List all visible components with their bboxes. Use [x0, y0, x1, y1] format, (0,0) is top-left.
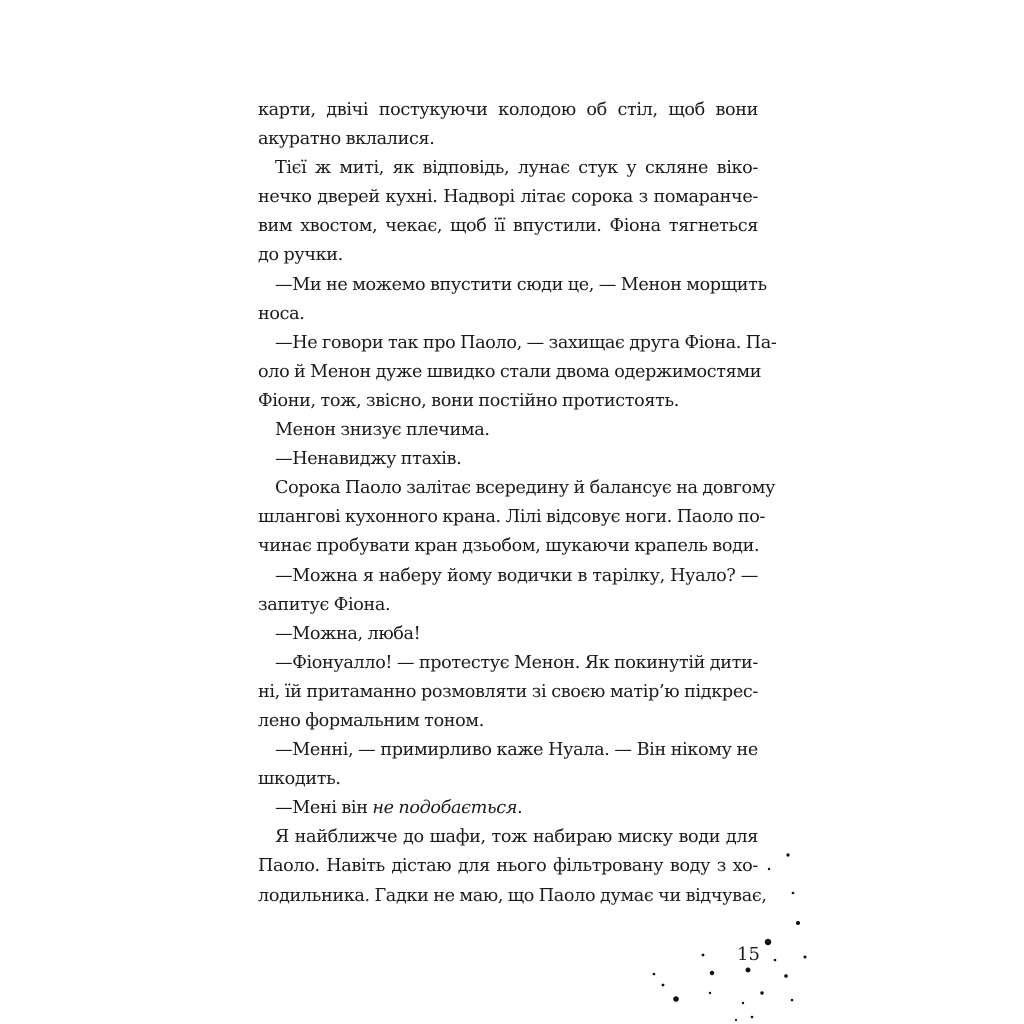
- text-line: Сорока Паоло залітає всередину й балансує на довгому: [275, 478, 776, 499]
- text-line: оло й Менон дуже швидко стали двома одержимостями: [258, 361, 762, 382]
- text-line: —Менні, — примирливо каже Нуала. — Він нікому не: [275, 740, 758, 761]
- text-line: —Ми не можемо впустити сюди це, — Менон морщить: [275, 274, 767, 295]
- text-line: шкодить.: [258, 769, 341, 790]
- star-dot: [765, 939, 771, 945]
- text-line: —Не говори так про Паоло, — захищає друга Фіона. Па-: [275, 332, 777, 353]
- text-line: носа.: [258, 303, 305, 324]
- star-dot: [796, 921, 800, 925]
- star-dot: [760, 991, 763, 994]
- text-line: Я найближче до шафи, тож набираю миску води для: [275, 827, 758, 848]
- text-line: до ручки.: [258, 245, 343, 266]
- star-dot: [768, 868, 770, 870]
- text-line: —Фіонуалло! — протестує Менон. Як покинутій дити-: [275, 652, 758, 673]
- star-dot: [751, 1016, 754, 1019]
- text-line: —Можна, люба!: [275, 623, 421, 644]
- text-line-lead: —Мені він: [275, 798, 373, 819]
- text-line: Менон знизує плечима.: [275, 420, 490, 441]
- emphasis-text: не подобається.: [372, 798, 523, 819]
- text-line: запитує Фіона.: [258, 594, 391, 615]
- text-line: —Можна я наберу йому водички в тарілку, Нуало? —: [275, 565, 758, 586]
- text-line: ні, їй притаманно розмовляти зі своєю матір’ю підкрес-: [258, 681, 758, 702]
- text-line: лодильника. Гадки не маю, що Паоло думає чи відчуває,: [258, 885, 767, 906]
- text-line: нечко дверей кухні. Надворі літає сорока з помаранче-: [258, 187, 758, 208]
- star-dot: [673, 996, 679, 1002]
- star-dot: [786, 853, 789, 856]
- page-number: 15: [737, 944, 760, 965]
- star-dot: [746, 968, 751, 973]
- star-dot: [792, 892, 795, 895]
- text-line: —Ненавиджу птахів.: [275, 449, 462, 470]
- star-dot: [702, 954, 705, 957]
- text-line: шлангові кухонного крана. Лілі відсовує ноги. Паоло по-: [258, 507, 766, 528]
- star-dot: [710, 971, 714, 975]
- star-dot: [709, 992, 711, 994]
- star-dot: [791, 999, 794, 1002]
- text-line: Паоло. Навіть дістаю для нього фільтровану воду з хо-: [258, 856, 758, 877]
- star-dot: [784, 974, 788, 978]
- star-dot: [662, 984, 665, 987]
- star-dot: [742, 1002, 744, 1004]
- star-dot: [774, 959, 777, 962]
- text-line: вим хвостом, чекає, щоб її впустили. Фіона тягнеться: [258, 216, 758, 237]
- text-line: Фіони, тож, звісно, вони постійно протистоять.: [258, 390, 679, 411]
- text-line: карти, двічі постукуючи колодою об стіл, щоб вони: [258, 100, 758, 120]
- text-line: Тієї ж миті, як відповідь, лунає стук у скляне віко-: [275, 158, 758, 179]
- star-dot: [653, 973, 656, 976]
- text-line: акуратно вклалися.: [258, 129, 435, 150]
- star-dot: [735, 1019, 737, 1021]
- text-line: лено формальним тоном.: [258, 710, 485, 731]
- text-line: чинає пробувати кран дзьобом, шукаючи крапель води.: [258, 536, 760, 557]
- star-dot: [804, 956, 807, 959]
